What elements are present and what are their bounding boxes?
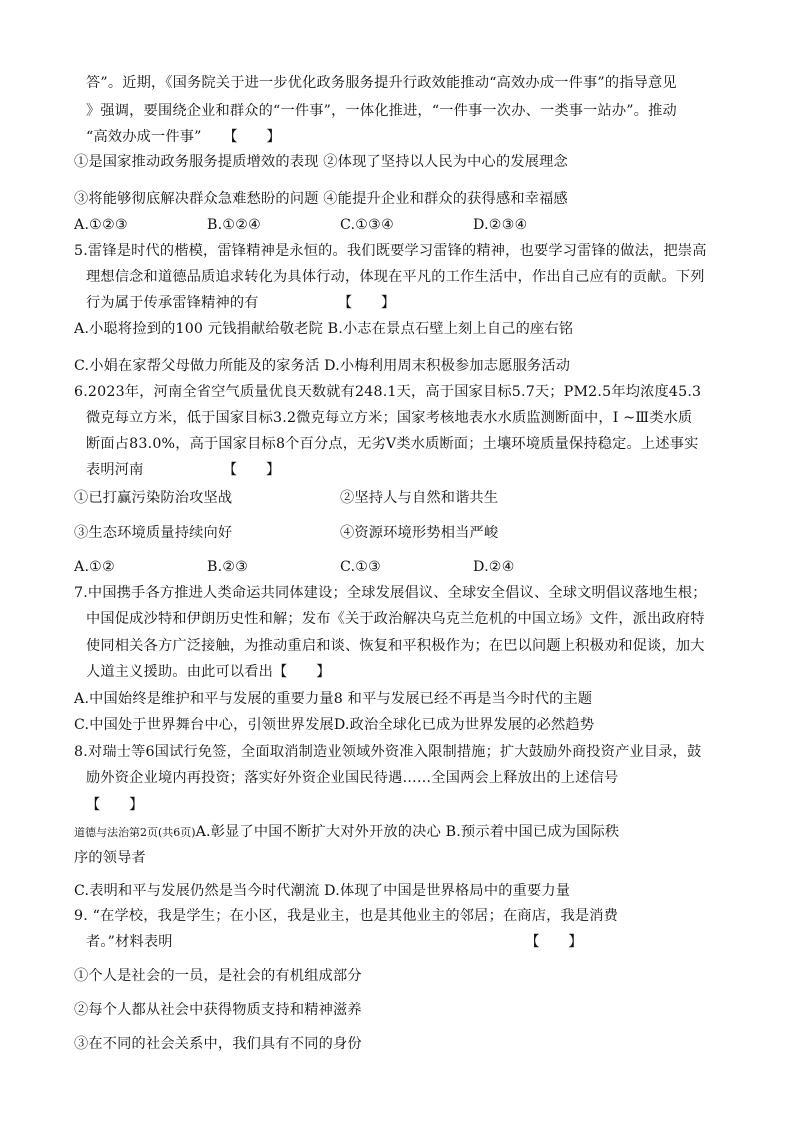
q4-option-b[interactable]: B.①②④	[207, 217, 262, 233]
q9-statement-1: ①个人是社会的一员，是社会的有机组成部分	[74, 968, 362, 984]
q5-stem-line-3: 行为属于传承雷锋精神的有 【 】	[86, 295, 396, 311]
q9-statement-2: ②每个人都从社会中获得物质支持和精神滋养	[74, 1002, 362, 1018]
q4-continued-line-3: “高效办成一件事” 【 】	[86, 129, 281, 145]
q6-statement-3: ③生态环境质量持续向好	[74, 525, 233, 541]
q4-option-c[interactable]: C.①③④	[340, 217, 395, 233]
q8-stem-line-2: 励外资企业境内再投资；落实好外资企业国民待遇……全国两会上释放出的上述信号	[86, 770, 619, 786]
q4-options	[74, 215, 606, 235]
q5-options-c-d[interactable]: C.小娟在家帮父母做力所能及的家务活 D.小梅利用周末积极参加志愿服务活动	[74, 358, 571, 374]
q6-options	[74, 557, 606, 577]
q6-option-d[interactable]: D.②④	[473, 559, 515, 575]
q6-statement-2: ②坚持人与自然和谐共生	[340, 490, 499, 506]
q6-statements-1-2	[74, 488, 606, 508]
q6-statements-3-4	[74, 523, 606, 543]
q5-stem-line-1: 5.雷锋是时代的楷模，雷锋精神是永恒的。我们既要学习雷锋的精神，也要学习雷锋的做法，把崇高	[74, 243, 707, 259]
q6-statement-1: ①已打赢污染防治攻坚战	[74, 490, 233, 506]
q8-option-b-continued: 序的领导者	[74, 850, 146, 866]
q5-options-a-b[interactable]: A.小聪将捡到的100 元钱捐献给敬老院 B.小志在景点石壁上刻上自己的座右铭	[74, 321, 574, 337]
q6-option-c[interactable]: C.①③	[340, 559, 382, 575]
q9-statement-3: ③在不同的社会关系中，我们具有不同的身份	[74, 1036, 362, 1052]
q5-stem-line-2: 理想信念和道德品质追求转化为具体行动，体现在平凡的工作生活中，作出自己应有的贡献。下列	[86, 269, 705, 285]
q7-options-c-d[interactable]: C.中国处于世界舞台中心，引领世界发展D.政治全球化已成为世界发展的必然趋势	[74, 717, 595, 733]
q8-stem-line-1: 8.对瑞士等6国试行免签，全面取消制造业领域外资准入限制措施；扩大鼓励外商投资产业目录，鼓	[74, 744, 702, 760]
q6-stem-line-4: 表明河南 【 】	[86, 462, 281, 478]
q7-stem-line-3: 使同相关各方广泛接触，为推动重启和谈、恢复和平积极作为；在巴以问题上积极劝和促谈，加大	[86, 638, 705, 654]
q7-options-a-b[interactable]: A.中国始终是维护和平与发展的重要力量8 和平与发展已经不再是当今时代的主题	[74, 691, 593, 707]
q4-option-d[interactable]: D.②③④	[473, 217, 528, 233]
q9-stem-line-1: 9. “在学校，我是学生；在小区，我是业主，也是其他业主的邻居；在商店，我是消费	[74, 908, 619, 924]
q7-stem-line-2: 中国促成沙特和伊朗历史性和解；发布《关于政治解决乌克兰危机的中国立场》文件，派出政府特	[86, 611, 705, 627]
q4-statement-1-2: ①是国家推动政务服务提质增效的表现 ②体现了坚持以人民为中心的发展理念	[74, 154, 568, 170]
q8-stem-line-3: 【 】	[86, 797, 144, 813]
q4-option-a[interactable]: A.①②③	[74, 217, 128, 233]
q4-continued-line-2: 》强调，要围绕企业和群众的“一件事”，一体化推进，“一件事一次办、一类事一站办”。推动	[86, 103, 677, 119]
q6-stem-line-1: 6.2023年，河南全省空气质量优良天数就有248.1天，高于国家目标5.7天；PM2.5年均浓度45.3	[74, 384, 702, 400]
q6-option-a[interactable]: A.①②	[74, 559, 115, 575]
page-footer: 道德与法治第2页(共6页)	[74, 826, 196, 839]
q8-options-a-b-line	[74, 822, 619, 843]
q4-continued-line-1: 答”。近期，《国务院关于进一步优化政务服务提升行政效能推动“高效办成一件事”的指导意见	[86, 75, 677, 91]
q6-stem-line-2: 微克每立方米，低于国家目标3.2微克每立方米；国家考核地表水水质监测断面中，Ⅰ ~Ⅲ类水质	[86, 410, 693, 426]
q6-statement-4: ④资源环境形势相当严峻	[340, 525, 499, 541]
q8-options-a-b[interactable]: A.彰显了中国不断扩大对外开放的决心 B.预示着中国已成为国际秩	[195, 824, 620, 840]
q8-options-c-d[interactable]: C.表明和平与发展仍然是当今时代潮流 D.体现了中国是世界格局中的重要力量	[74, 883, 571, 899]
q6-stem-line-3: 断面占83.0%，高于国家目标8个百分点，无劣Ⅴ类水质断面；土壤环境质量保持稳定。上述事实	[86, 436, 699, 452]
q7-stem-line-4: 人道主义援助。由此可以看出【 】	[86, 664, 331, 680]
q9-stem-line-2: 者。”材料表明 【 】	[86, 934, 583, 950]
q6-option-b[interactable]: B.②③	[207, 559, 249, 575]
q7-stem-line-1: 7.中国携手各方推进人类命运共同体建设；全球发展倡议、全球安全倡议、全球文明倡议落地生根；	[74, 585, 707, 601]
q4-statement-3-4: ③将能够彻底解决群众急难愁盼的问题 ④能提升企业和群众的获得感和幸福感	[74, 191, 568, 207]
